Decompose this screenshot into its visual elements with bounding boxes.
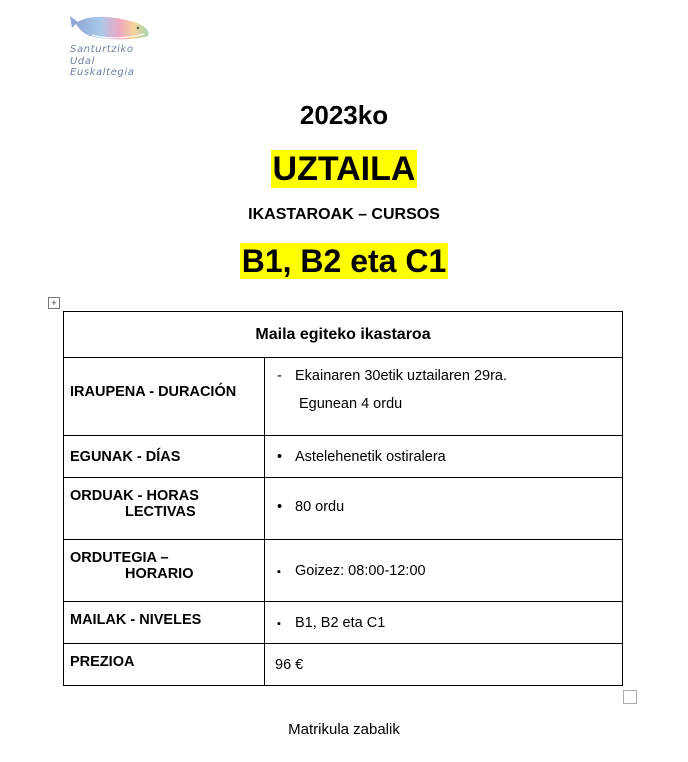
row-label-line-1: ORDUTEGIA – [70, 550, 169, 566]
row-label [64, 644, 265, 686]
row-value [265, 436, 623, 478]
table-resize-handle[interactable] [623, 690, 637, 704]
table-row [64, 358, 623, 436]
row-value-text: Ekainaren 30etik uztailaren 29ra. [295, 368, 507, 384]
row-value-text: Goizez: 08:00-12:00 [295, 562, 426, 579]
row-value-text: 80 ordu [295, 498, 345, 515]
table-row [64, 602, 623, 644]
levels-heading: B1, B2 eta C1 [241, 243, 447, 279]
table-header-row [64, 312, 623, 358]
row-label-line-2: HORARIO [125, 566, 194, 582]
table-title: Maila egiteko ikastaroa [64, 312, 623, 358]
row-label-text: IRAUPENA - DURACIÓN [70, 384, 237, 400]
row-label [64, 358, 265, 436]
row-value-text: 96 € [275, 656, 304, 673]
table-move-handle-icon[interactable]: + [48, 297, 60, 309]
row-value-text: Astelehenetik ostiralera [295, 448, 446, 465]
bullet-icon: • [277, 448, 283, 465]
dash-bullet: - [277, 368, 282, 384]
row-extra-text: Egunean 4 ordu [299, 396, 403, 412]
row-label-text: PREZIOA [70, 654, 135, 670]
month-heading: UZTAILA [272, 150, 416, 188]
square-bullet-icon: ▪ [277, 565, 281, 578]
bullet-icon: • [277, 498, 283, 515]
row-value-text: B1, B2 eta C1 [295, 614, 386, 631]
whale-icon [68, 10, 152, 44]
square-bullet-icon: ▪ [277, 617, 281, 630]
row-label [64, 602, 265, 644]
row-label-line-2: LECTIVAS [125, 504, 196, 520]
row-value [265, 644, 623, 686]
table-row [64, 540, 623, 602]
row-value [265, 602, 623, 644]
logo-line-2: Udal [70, 55, 95, 67]
row-value [265, 478, 623, 540]
row-label [64, 478, 265, 540]
table-row [64, 478, 623, 540]
table-row [64, 644, 623, 686]
logo [62, 10, 158, 86]
table-row [64, 436, 623, 478]
row-label [64, 540, 265, 602]
footer-text: Matrikula zabalik [288, 721, 400, 738]
row-value [265, 540, 623, 602]
row-value [265, 358, 623, 436]
row-label-line-1: ORDUAK - HORAS [70, 488, 199, 504]
course-table [63, 311, 623, 686]
logo-line-3: Euskaltegia [70, 67, 135, 78]
year-heading: 2023ko [299, 100, 389, 130]
row-label [64, 436, 265, 478]
row-label-text: MAILAK - NIVELES [70, 612, 202, 628]
subtitle: IKASTAROAK – CURSOS [248, 206, 440, 223]
logo-line-1: Santurtziko [70, 44, 134, 55]
row-label-text: EGUNAK - DÍAS [70, 448, 181, 465]
